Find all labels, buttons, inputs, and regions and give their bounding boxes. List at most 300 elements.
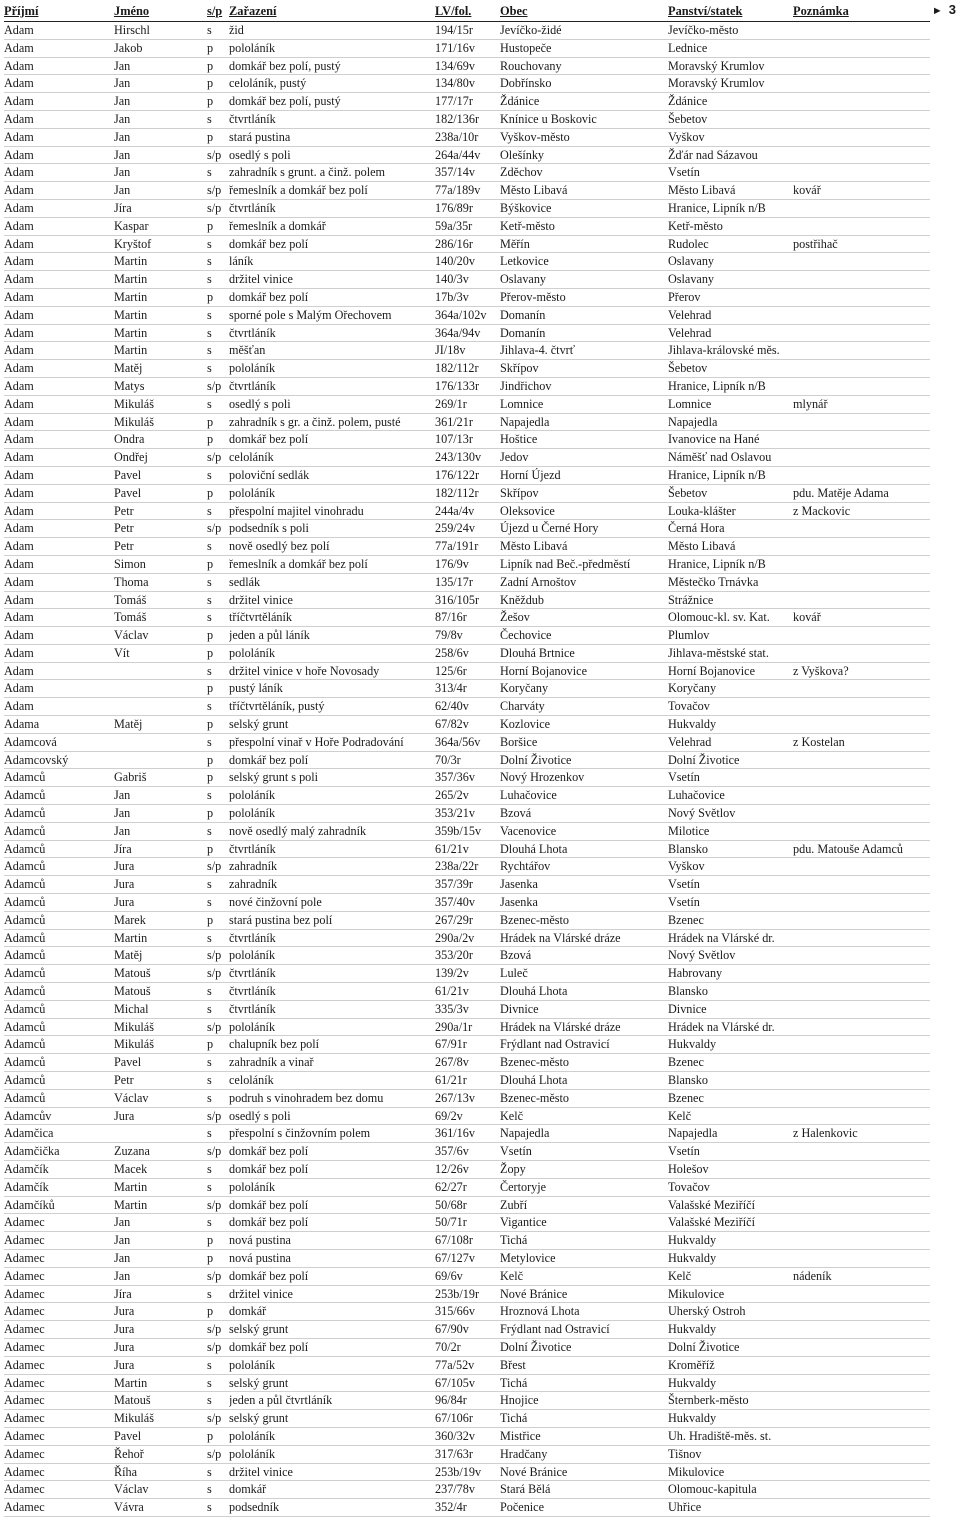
table-row bbox=[4, 734, 930, 752]
cell-ref: 177/17r bbox=[435, 94, 473, 109]
cell-surname: Adam bbox=[4, 325, 34, 340]
cell-name: Jan bbox=[114, 1250, 131, 1265]
cell-note: postřihač bbox=[793, 236, 838, 251]
cell-note bbox=[793, 147, 930, 164]
cell-type: s bbox=[207, 272, 212, 287]
cell-ref: 182/112r bbox=[435, 485, 479, 500]
cell-type: s bbox=[207, 1393, 212, 1408]
table-row bbox=[4, 307, 930, 325]
cell-ref: 317/63r bbox=[435, 1446, 473, 1461]
cell-estate: Lednice bbox=[668, 40, 708, 55]
cell-name bbox=[114, 698, 207, 715]
cell-name: Kryštof bbox=[114, 236, 152, 251]
cell-surname: Adam bbox=[4, 485, 34, 500]
cell-type: s bbox=[207, 734, 212, 749]
cell-estate: Velehrad bbox=[668, 307, 712, 322]
cell-town: Býškovice bbox=[500, 200, 552, 215]
cell-surname: Adam bbox=[4, 539, 34, 554]
cell-town: Město Libavá bbox=[500, 539, 568, 554]
cell-type: p bbox=[207, 752, 214, 767]
cell-type: p bbox=[207, 1037, 214, 1052]
table-row bbox=[4, 1125, 930, 1143]
cell-note bbox=[793, 414, 930, 431]
cell-type: s/p bbox=[207, 378, 222, 393]
table-body bbox=[4, 22, 930, 1517]
cell-surname: Adamec bbox=[4, 1215, 45, 1230]
cell-estate: Moravský Krumlov bbox=[668, 58, 765, 73]
cell-name bbox=[114, 1125, 207, 1142]
cell-note bbox=[793, 164, 930, 181]
cell-estate: Uh. Hradiště-měs. st. bbox=[668, 1428, 772, 1443]
cell-surname: Adama bbox=[4, 717, 40, 732]
cell-note bbox=[793, 787, 930, 804]
cell-note bbox=[793, 325, 930, 342]
cell-surname: Adamec bbox=[4, 1482, 45, 1497]
cell-type: p bbox=[207, 912, 214, 927]
cell-class: domkář bez polí bbox=[229, 1197, 309, 1212]
cell-estate: Napajedla bbox=[668, 414, 718, 429]
cell-type: s bbox=[207, 1090, 212, 1105]
cell-type: p bbox=[207, 289, 214, 304]
table-row bbox=[4, 111, 930, 129]
cell-type: p bbox=[207, 806, 214, 821]
cell-surname: Adam bbox=[4, 610, 34, 625]
cell-name: Matouš bbox=[114, 966, 151, 981]
cell-type: p bbox=[207, 681, 214, 696]
cell-surname: Adam bbox=[4, 94, 34, 109]
cell-note bbox=[793, 574, 930, 591]
table-row bbox=[4, 1161, 930, 1179]
cell-name: Jura bbox=[114, 1304, 135, 1319]
cell-town: Lipník nad Beč.-předměstí bbox=[500, 556, 631, 571]
cell-class: pololáník bbox=[229, 361, 276, 376]
cell-note bbox=[793, 592, 930, 609]
cell-ref: 87/16r bbox=[435, 610, 467, 625]
cell-note bbox=[793, 1321, 930, 1338]
table-row bbox=[4, 805, 930, 823]
cell-surname: Adamčík bbox=[4, 1179, 49, 1194]
cell-class: zahradník a vinař bbox=[229, 1055, 314, 1070]
cell-class: čtvrtláník bbox=[229, 325, 276, 340]
cell-class: nově osedlý bez polí bbox=[229, 539, 330, 554]
cell-town: Kelč bbox=[500, 1108, 524, 1123]
cell-class: pololáník bbox=[229, 806, 276, 821]
cell-surname: Adam bbox=[4, 699, 34, 714]
cell-note: z Mackovic bbox=[793, 503, 851, 518]
cell-class: pololáník bbox=[229, 948, 276, 963]
cell-surname: Adamčík bbox=[4, 1162, 49, 1176]
cell-name: Martin bbox=[114, 1375, 148, 1390]
cell-surname: Adamců bbox=[4, 930, 46, 945]
cell-type: s bbox=[207, 877, 212, 892]
cell-estate: Vsetín bbox=[668, 895, 700, 910]
cell-type: s/p bbox=[207, 859, 222, 874]
cell-note bbox=[793, 449, 930, 466]
cell-town: Zadní Arnoštov bbox=[500, 574, 577, 589]
cell-surname: Adam bbox=[4, 147, 34, 162]
cell-note bbox=[793, 307, 930, 324]
header-class: Zařazení bbox=[229, 4, 277, 18]
table-row bbox=[4, 1179, 930, 1197]
cell-class: nová pustina bbox=[229, 1233, 291, 1248]
cell-ref: 364a/56v bbox=[435, 734, 481, 749]
cell-name: Matouš bbox=[114, 1393, 151, 1408]
cell-type: s bbox=[207, 343, 212, 358]
cell-ref: 67/82v bbox=[435, 717, 469, 732]
cell-type: s bbox=[207, 1001, 212, 1016]
cell-type: s/p bbox=[207, 1322, 222, 1337]
cell-name: Tomáš bbox=[114, 592, 147, 607]
cell-estate: Lomnice bbox=[668, 396, 712, 411]
cell-note bbox=[793, 965, 930, 982]
cell-town: Kelč bbox=[500, 1268, 524, 1283]
cell-class: selský grunt s poli bbox=[229, 770, 319, 785]
cell-town: Nové Bránice bbox=[500, 1286, 568, 1301]
cell-surname: Adam bbox=[4, 574, 34, 589]
cell-town: Bzenec-město bbox=[500, 912, 570, 927]
cell-type: s bbox=[207, 361, 212, 376]
cell-note bbox=[793, 823, 930, 840]
cell-type: p bbox=[207, 1428, 214, 1443]
cell-surname: Adamec bbox=[4, 1393, 45, 1408]
cell-class: zahradník s gr. a činž. polem, pusté bbox=[229, 414, 401, 429]
cell-type: p bbox=[207, 717, 214, 732]
cell-type: s/p bbox=[207, 1268, 222, 1283]
cell-surname: Adam bbox=[4, 40, 34, 55]
cell-name: Thoma bbox=[114, 574, 149, 589]
cell-note bbox=[793, 769, 930, 786]
table-row bbox=[4, 396, 930, 414]
cell-surname: Adam bbox=[4, 218, 34, 233]
cell-ref: 194/15r bbox=[435, 23, 473, 37]
cell-estate: Hukvaldy bbox=[668, 1250, 717, 1265]
cell-type: p bbox=[207, 414, 214, 429]
table-row bbox=[4, 574, 930, 592]
cell-ref: 135/17r bbox=[435, 574, 473, 589]
cell-type: s bbox=[207, 1215, 212, 1230]
cell-town: Letkovice bbox=[500, 254, 549, 269]
cell-type: s bbox=[207, 574, 212, 589]
page-number-marker bbox=[932, 2, 956, 17]
cell-estate: Jihlava-královské měs. bbox=[668, 343, 780, 358]
table-row bbox=[4, 876, 930, 894]
cell-surname: Adam bbox=[4, 592, 34, 607]
cell-surname: Adamcův bbox=[4, 1108, 52, 1123]
cell-estate: Ketř-město bbox=[668, 218, 723, 233]
cell-name: Vávra bbox=[114, 1500, 144, 1515]
cell-name: Michal bbox=[114, 1001, 149, 1016]
cell-type: p bbox=[207, 841, 214, 856]
cell-name: Matěj bbox=[114, 361, 143, 376]
cell-name: Václav bbox=[114, 1482, 149, 1497]
cell-surname: Adamců bbox=[4, 912, 46, 927]
cell-type: s/p bbox=[207, 1019, 222, 1034]
cell-surname: Adamců bbox=[4, 895, 46, 910]
cell-name: Jura bbox=[114, 859, 135, 874]
cell-class: poloviční sedlák bbox=[229, 467, 310, 482]
cell-type: p bbox=[207, 40, 214, 55]
cell-surname: Adam bbox=[4, 556, 34, 571]
cell-town: Dlouhá Lhota bbox=[500, 1073, 568, 1088]
table-row bbox=[4, 467, 930, 485]
table-row bbox=[4, 520, 930, 538]
cell-name bbox=[114, 752, 207, 769]
cell-note bbox=[793, 75, 930, 92]
table-row bbox=[4, 1232, 930, 1250]
cell-town: Hradčany bbox=[500, 1446, 548, 1461]
cell-type: s bbox=[207, 1464, 212, 1479]
cell-note bbox=[793, 111, 930, 128]
cell-ref: 315/66v bbox=[435, 1304, 475, 1319]
cell-type: s bbox=[207, 1179, 212, 1194]
cell-town: Hnojice bbox=[500, 1393, 539, 1408]
cell-name: Jan bbox=[114, 788, 131, 803]
cell-type: s bbox=[207, 1357, 212, 1372]
cell-estate: Hranice, Lipník n/B bbox=[668, 378, 766, 393]
cell-ref: 359b/15v bbox=[435, 823, 482, 838]
cell-estate: Oslavany bbox=[668, 254, 715, 269]
cell-estate: Kelč bbox=[668, 1108, 692, 1123]
table-row bbox=[4, 1072, 930, 1090]
cell-class: domkář bez polí bbox=[229, 1144, 309, 1159]
cell-town: Jasenka bbox=[500, 877, 538, 892]
table-row bbox=[4, 965, 930, 983]
cell-name: Jakob bbox=[114, 40, 143, 55]
cell-note bbox=[793, 645, 930, 662]
cell-ref: 67/106r bbox=[435, 1411, 473, 1426]
cell-type: s/p bbox=[207, 1339, 222, 1354]
cell-estate: Moravský Krumlov bbox=[668, 76, 765, 91]
cell-town: Bzová bbox=[500, 948, 532, 963]
cell-name bbox=[114, 734, 207, 751]
cell-ref: 357/6v bbox=[435, 1144, 469, 1159]
cell-ref: 267/13v bbox=[435, 1090, 475, 1105]
table-row bbox=[4, 1303, 930, 1321]
cell-class: domkář bez polí, pustý bbox=[229, 94, 341, 109]
cell-type: s bbox=[207, 788, 212, 803]
cell-type: s/p bbox=[207, 966, 222, 981]
cell-estate: Vyškov bbox=[668, 859, 705, 874]
cell-ref: 244a/4v bbox=[435, 503, 475, 518]
cell-ref: JI/18v bbox=[435, 343, 466, 358]
cell-estate: Hukvaldy bbox=[668, 717, 717, 732]
table-row bbox=[4, 609, 930, 627]
cell-class: čtvrtláník bbox=[229, 966, 276, 981]
cell-note bbox=[793, 289, 930, 306]
cell-name: Macek bbox=[114, 1162, 148, 1176]
cell-surname: Adam bbox=[4, 111, 34, 126]
cell-type: s bbox=[207, 984, 212, 999]
cell-class: stará pustina bbox=[229, 129, 291, 144]
cell-estate: Luhačovice bbox=[668, 788, 725, 803]
cell-note bbox=[793, 1481, 930, 1498]
cell-town: Vacenovice bbox=[500, 823, 557, 838]
cell-surname: Adamců bbox=[4, 806, 46, 821]
cell-ref: 176/122r bbox=[435, 467, 480, 482]
cell-surname: Adam bbox=[4, 628, 34, 643]
cell-town: Oslavany bbox=[500, 272, 547, 287]
cell-ref: 67/127v bbox=[435, 1250, 475, 1265]
cell-town: Kněždub bbox=[500, 592, 544, 607]
cell-note bbox=[793, 1303, 930, 1320]
table-row bbox=[4, 164, 930, 182]
cell-note: kovář bbox=[793, 610, 821, 625]
cell-surname: Adamcovský bbox=[4, 752, 69, 767]
cell-note bbox=[793, 360, 930, 377]
cell-surname: Adamců bbox=[4, 1090, 46, 1105]
cell-town: Nové Bránice bbox=[500, 1464, 568, 1479]
cell-type: s/p bbox=[207, 450, 222, 465]
cell-note bbox=[793, 520, 930, 537]
table-row bbox=[4, 556, 930, 574]
cell-note bbox=[793, 858, 930, 875]
cell-surname: Adamců bbox=[4, 877, 46, 892]
cell-note bbox=[793, 1001, 930, 1018]
cell-town: Stará Bělá bbox=[500, 1482, 551, 1497]
cell-ref: 134/69v bbox=[435, 58, 475, 73]
cell-estate: Hukvaldy bbox=[668, 1037, 717, 1052]
cell-ref: 67/108r bbox=[435, 1233, 473, 1248]
cell-note bbox=[793, 1410, 930, 1427]
cell-surname: Adamčica bbox=[4, 1126, 54, 1141]
cell-class: držitel vinice bbox=[229, 1286, 293, 1301]
cell-name bbox=[114, 663, 207, 680]
cell-town: Hrádek na Vlárské dráze bbox=[500, 1019, 621, 1034]
cell-surname: Adam bbox=[4, 200, 34, 215]
cell-note: nádeník bbox=[793, 1268, 832, 1283]
cell-class: jeden a půl láník bbox=[229, 628, 310, 643]
table-row bbox=[4, 1036, 930, 1054]
header-type: s/p bbox=[207, 4, 223, 18]
cell-town: Nový Hrozenkov bbox=[500, 770, 585, 785]
cell-class: držitel vinice v hoře Novosady bbox=[229, 663, 380, 678]
cell-surname: Adamců bbox=[4, 1001, 46, 1016]
cell-estate: Velehrad bbox=[668, 325, 712, 340]
cell-surname: Adam bbox=[4, 432, 34, 447]
cell-surname: Adamců bbox=[4, 984, 46, 999]
cell-class: tříčtvrtěláník, pustý bbox=[229, 699, 325, 714]
cell-class: pololáník bbox=[229, 1179, 276, 1194]
cell-surname: Adamců bbox=[4, 966, 46, 981]
cell-estate: Hukvaldy bbox=[668, 1233, 717, 1248]
cell-town: Kozlovice bbox=[500, 717, 551, 732]
cell-class: čtvrtláník bbox=[229, 930, 276, 945]
cell-ref: 77a/191r bbox=[435, 539, 479, 554]
cell-name: Jan bbox=[114, 94, 131, 109]
cell-class: řemeslník a domkář bbox=[229, 218, 326, 233]
cell-surname: Adamců bbox=[4, 770, 46, 785]
cell-name: Jura bbox=[114, 895, 135, 910]
cell-note bbox=[793, 1214, 930, 1231]
cell-name: Matěj bbox=[114, 948, 143, 963]
cell-note bbox=[793, 556, 930, 573]
cell-note bbox=[793, 912, 930, 929]
table-row bbox=[4, 841, 930, 859]
cell-note bbox=[793, 1108, 930, 1125]
cell-name: Václav bbox=[114, 1090, 149, 1105]
cell-town: Jasenka bbox=[500, 895, 538, 910]
cell-estate: Přerov bbox=[668, 289, 701, 304]
cell-estate: Jevíčko-město bbox=[668, 23, 739, 37]
table-row bbox=[4, 930, 930, 948]
cell-ref: 59a/35r bbox=[435, 218, 473, 233]
cell-surname: Adamec bbox=[4, 1375, 45, 1390]
cell-type: p bbox=[207, 485, 214, 500]
cell-estate: Hukvaldy bbox=[668, 1322, 717, 1337]
cell-surname: Adam bbox=[4, 343, 34, 358]
cell-name: Jan bbox=[114, 165, 131, 180]
cell-estate: Hukvaldy bbox=[668, 1375, 717, 1390]
cell-ref: 61/21v bbox=[435, 841, 469, 856]
table-row bbox=[4, 1090, 930, 1108]
cell-ref: 140/3v bbox=[435, 272, 469, 287]
cell-ref: 352/4r bbox=[435, 1500, 467, 1515]
cell-class: domkář bez polí bbox=[229, 1215, 309, 1230]
cell-ref: 290a/1r bbox=[435, 1019, 473, 1034]
cell-ref: 353/21v bbox=[435, 806, 475, 821]
table-row bbox=[4, 947, 930, 965]
cell-class: selský grunt bbox=[229, 1375, 289, 1390]
cell-note bbox=[793, 947, 930, 964]
cell-town: Rychtářov bbox=[500, 859, 551, 874]
cell-town: Újezd u Černé Hory bbox=[500, 521, 599, 536]
cell-note bbox=[793, 716, 930, 733]
cell-town: Knínice u Boskovic bbox=[500, 111, 597, 126]
cell-type: s/p bbox=[207, 521, 222, 536]
cell-town: Jihlava-4. čtvrť bbox=[500, 343, 575, 358]
cell-type: s/p bbox=[207, 1411, 222, 1426]
header-town: Obec bbox=[500, 4, 528, 18]
cell-town: Ždánice bbox=[500, 94, 540, 109]
cell-estate: Uhřice bbox=[668, 1500, 702, 1515]
cell-class: pololáník bbox=[229, 1446, 276, 1461]
cell-estate: Ždánice bbox=[668, 94, 708, 109]
cell-surname: Adamčička bbox=[4, 1144, 60, 1159]
cell-estate: Vyškov bbox=[668, 129, 705, 144]
table-row bbox=[4, 129, 930, 147]
cell-estate: Tovačov bbox=[668, 699, 710, 714]
cell-town: Bzenec-město bbox=[500, 1090, 570, 1105]
table-row bbox=[4, 538, 930, 556]
cell-class: pololáník bbox=[229, 788, 276, 803]
cell-surname: Adamec bbox=[4, 1357, 45, 1372]
cell-class: čtvrtláník bbox=[229, 984, 276, 999]
cell-class: sporné pole s Malým Ořechovem bbox=[229, 307, 392, 322]
cell-note bbox=[793, 431, 930, 448]
cell-name: Jura bbox=[114, 1322, 135, 1337]
table-row bbox=[4, 182, 930, 200]
cell-name: Gabriš bbox=[114, 770, 147, 785]
cell-estate: Hranice, Lipník n/B bbox=[668, 200, 766, 215]
cell-town: Lomnice bbox=[500, 396, 544, 411]
cell-estate: Olomouc-kapitula bbox=[668, 1482, 757, 1497]
cell-ref: 77a/52v bbox=[435, 1357, 475, 1372]
cell-ref: 176/89r bbox=[435, 200, 473, 215]
table-row bbox=[4, 1446, 930, 1464]
cell-estate: Město Libavá bbox=[668, 539, 736, 554]
cell-type: s bbox=[207, 23, 212, 37]
table-row bbox=[4, 40, 930, 58]
table-row bbox=[4, 1321, 930, 1339]
cell-note: z Vyškova? bbox=[793, 663, 849, 678]
cell-ref: 69/2v bbox=[435, 1108, 463, 1123]
cell-town: Jevíčko-židé bbox=[500, 23, 562, 37]
cell-class: pololáník bbox=[229, 485, 276, 500]
cell-town: Dobřínsko bbox=[500, 76, 552, 91]
table-row bbox=[4, 592, 930, 610]
cell-town: Skřípov bbox=[500, 361, 539, 376]
cell-estate: Šternberk-město bbox=[668, 1393, 749, 1408]
